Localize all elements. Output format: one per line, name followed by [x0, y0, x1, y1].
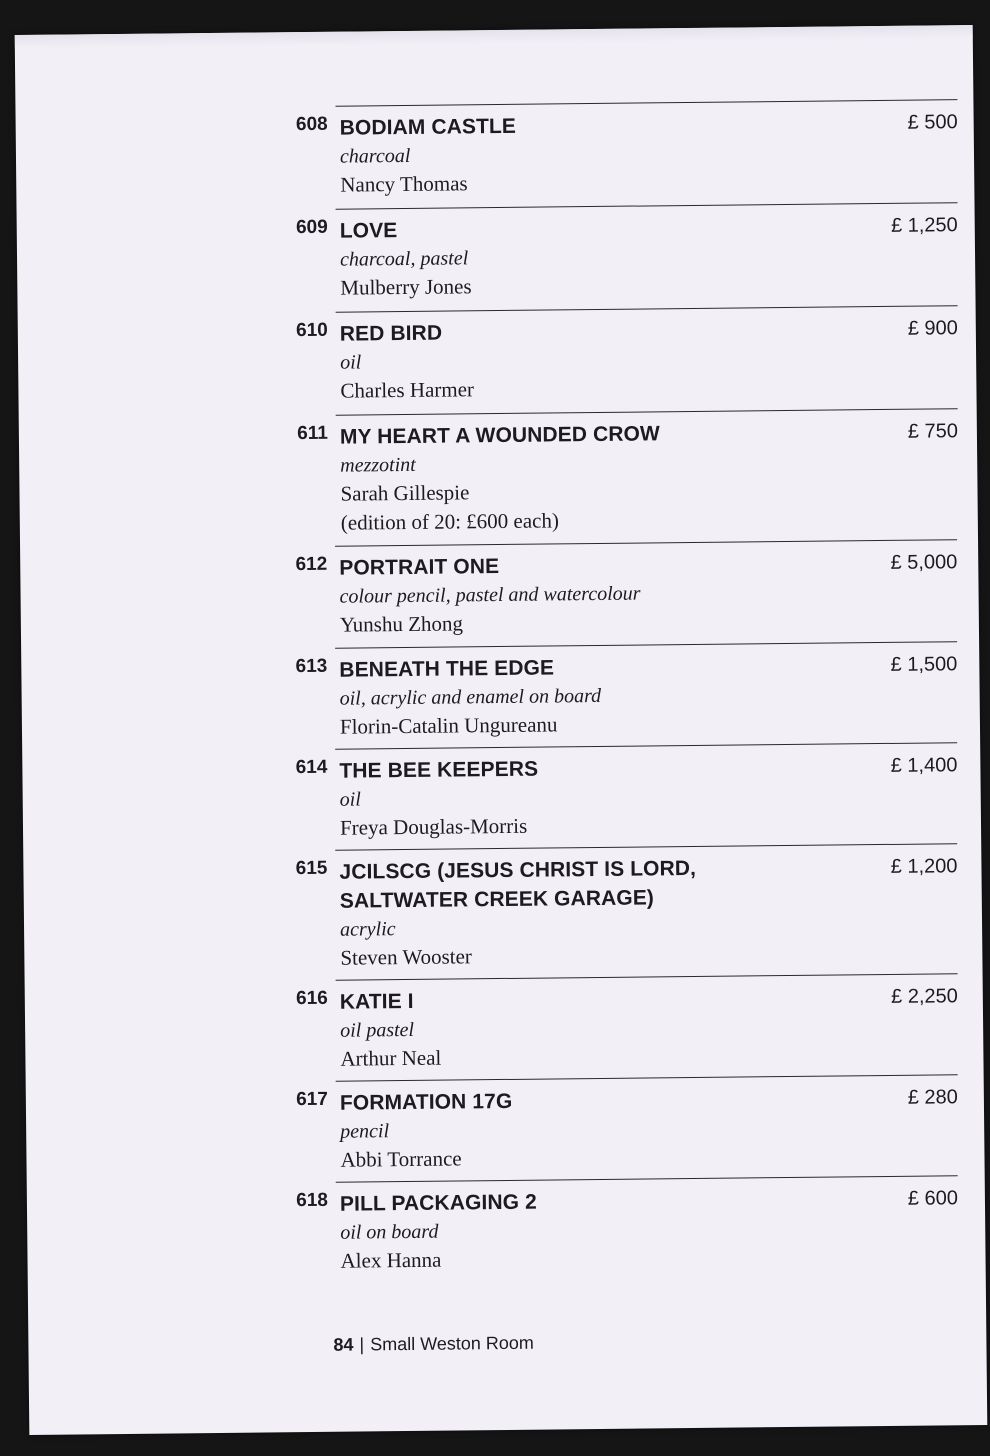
artist-name: Yunshu Zhong	[339, 611, 464, 637]
lot-number: 613	[295, 655, 328, 678]
artist-name: Steven Wooster	[340, 944, 472, 970]
artwork-title: PILL PACKAGING 2	[339, 1190, 537, 1216]
artwork-title: THE BEE KEEPERS	[339, 757, 539, 783]
artist-name: Alex Hanna	[340, 1247, 442, 1273]
artwork-title: JCILSCG (JESUS CHRIST IS LORD, SALTWATER CREEK GARAGE)	[339, 856, 697, 913]
artwork-price: £ 1,200	[890, 855, 958, 878]
artwork-price: £ 1,250	[890, 214, 958, 237]
artwork-medium: pencil	[340, 1120, 390, 1143]
lot-number: 617	[296, 1088, 328, 1111]
footer-separator: |	[359, 1334, 365, 1355]
artwork-medium: charcoal, pastel	[339, 247, 469, 271]
lot-number: 612	[295, 553, 328, 576]
artwork-price: £ 280	[907, 1086, 958, 1109]
artwork-medium: oil on board	[340, 1220, 439, 1244]
artwork-title: LOVE	[339, 219, 398, 243]
artwork-price: £ 900	[907, 317, 958, 340]
artwork-price: £ 500	[907, 111, 958, 134]
artist-name: Arthur Neal	[340, 1045, 442, 1071]
artwork-price: £ 2,250	[890, 985, 958, 1008]
catalogue-entry	[287, 742, 958, 843]
page-number: 84	[333, 1334, 354, 1355]
artwork-medium: oil	[340, 351, 362, 374]
catalogue-entry	[288, 408, 959, 538]
lot-number: 618	[296, 1189, 329, 1212]
catalogue-entry	[288, 973, 959, 1074]
artwork-title: KATIE I	[339, 989, 414, 1014]
page-footer	[333, 1333, 534, 1356]
artist-name: Abbi Torrance	[340, 1146, 462, 1172]
artwork-medium: colour pencil, pastel and watercolour	[339, 582, 641, 608]
artwork-medium: oil, acrylic and enamel on board	[339, 684, 602, 710]
artwork-medium: charcoal	[339, 144, 411, 168]
artist-name: Charles Harmer	[340, 377, 475, 403]
artwork-title: FORMATION 17G	[339, 1089, 513, 1115]
lot-number: 614	[295, 756, 328, 779]
catalogue-entry	[288, 1175, 959, 1276]
catalogue-entry	[288, 305, 959, 406]
artwork-medium: mezzotint	[340, 453, 416, 477]
artist-name: Mulberry Jones	[340, 274, 472, 300]
artwork-medium: oil	[339, 788, 361, 811]
artwork-price: £ 1,400	[890, 754, 958, 777]
catalogue-entry	[287, 843, 958, 973]
section-name: Small Weston Room	[370, 1332, 534, 1355]
artwork-price: £ 750	[907, 420, 959, 443]
artist-name: Florin-Catalin Ungureanu	[339, 712, 558, 739]
artwork-title: RED BIRD	[339, 321, 443, 346]
artwork-price: £ 600	[907, 1187, 959, 1210]
artwork-title: BENEATH THE EDGE	[339, 656, 555, 682]
catalogue-entry	[287, 539, 958, 640]
catalogue-entry	[288, 1074, 959, 1175]
lot-number: 611	[297, 422, 328, 445]
lot-number: 609	[295, 216, 328, 239]
catalogue-page	[15, 25, 988, 1435]
artist-name: Freya Douglas-Morris	[339, 813, 528, 840]
lot-number: 616	[295, 987, 328, 1010]
lot-number: 610	[295, 319, 328, 342]
catalogue-entry	[287, 99, 958, 200]
catalogue-entry	[287, 641, 958, 742]
lot-number: 608	[295, 113, 328, 136]
artwork-title: PORTRAIT ONE	[339, 555, 500, 580]
catalogue-entry	[288, 202, 959, 303]
catalogue-entries	[15, 25, 988, 1435]
artwork-price: £ 5,000	[890, 551, 958, 574]
artwork-title: MY HEART A WOUNDED CROW	[339, 422, 661, 449]
lot-number: 615	[295, 857, 328, 880]
artwork-price: £ 1,500	[890, 653, 958, 676]
artwork-medium: oil pastel	[340, 1018, 415, 1042]
artist-name: Sarah Gillespie	[340, 480, 470, 506]
artwork-medium: acrylic	[339, 918, 396, 941]
edition-note: (edition of 20: £600 each)	[340, 508, 560, 535]
artwork-title: BODIAM CASTLE	[339, 114, 517, 140]
artist-name: Nancy Thomas	[340, 171, 468, 197]
